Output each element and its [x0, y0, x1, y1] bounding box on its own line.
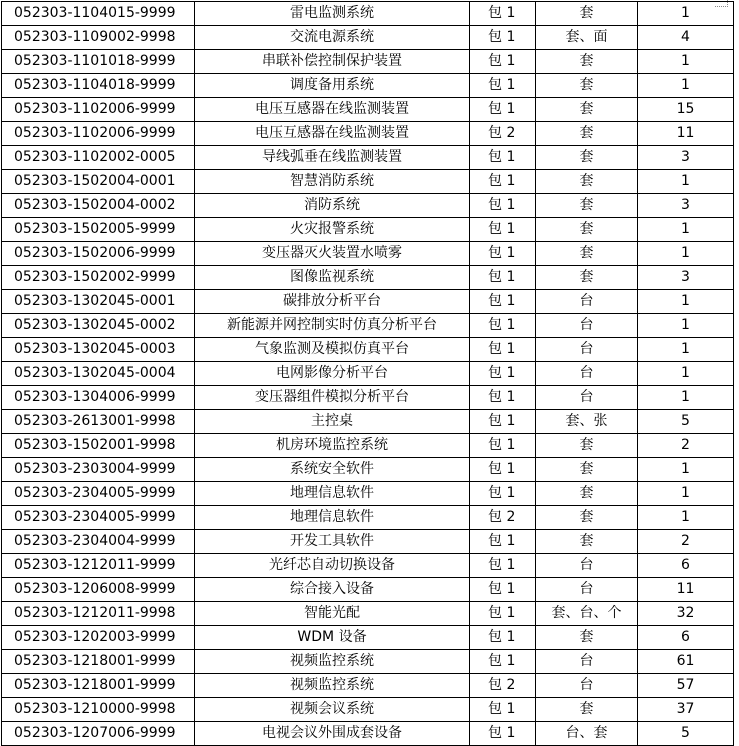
material-code-cell: 052303-1218001-9999	[2, 674, 195, 698]
table-row	[2, 338, 734, 362]
item-name-cell: 视频会议系统	[195, 698, 470, 722]
item-name-cell: 电视会议外围成套设备	[195, 722, 470, 746]
quantity-cell: 1	[638, 314, 734, 338]
table-row	[2, 290, 734, 314]
unit-cell: 套	[536, 266, 638, 290]
table-row	[2, 698, 734, 722]
package-cell: 包 1	[470, 386, 536, 410]
unit-cell: 套	[536, 458, 638, 482]
package-cell: 包 1	[470, 602, 536, 626]
quantity-cell: 1	[638, 2, 734, 26]
quantity-cell: 1	[638, 170, 734, 194]
table-row	[2, 650, 734, 674]
unit-cell: 套	[536, 626, 638, 650]
unit-cell: 台	[536, 554, 638, 578]
quantity-cell: 11	[638, 578, 734, 602]
unit-cell: 套	[536, 2, 638, 26]
quantity-cell: 1	[638, 290, 734, 314]
package-cell: 包 2	[470, 122, 536, 146]
table-row	[2, 266, 734, 290]
table-row	[2, 74, 734, 98]
quantity-cell: 3	[638, 266, 734, 290]
item-name-cell: 图像监视系统	[195, 266, 470, 290]
table-row	[2, 146, 734, 170]
package-cell: 包 1	[470, 242, 536, 266]
package-cell: 包 1	[470, 578, 536, 602]
unit-cell: 套	[536, 482, 638, 506]
quantity-cell: 37	[638, 698, 734, 722]
quantity-cell: 32	[638, 602, 734, 626]
unit-cell: 台	[536, 674, 638, 698]
table-row	[2, 578, 734, 602]
table-row	[2, 242, 734, 266]
quantity-cell: 11	[638, 122, 734, 146]
item-name-cell: 电网影像分析平台	[195, 362, 470, 386]
quantity-cell: 57	[638, 674, 734, 698]
quantity-cell: 2	[638, 530, 734, 554]
table-row	[2, 2, 734, 26]
unit-cell: 台	[536, 386, 638, 410]
unit-cell: 套、张	[536, 410, 638, 434]
quantity-cell: 3	[638, 194, 734, 218]
quantity-cell: 1	[638, 218, 734, 242]
package-cell: 包 1	[470, 434, 536, 458]
item-name-cell: 雷电监测系统	[195, 2, 470, 26]
item-name-cell: WDM 设备	[195, 626, 470, 650]
material-code-cell: 052303-1101018-9999	[2, 50, 195, 74]
table-body	[2, 2, 734, 746]
material-code-cell: 052303-2613001-9998	[2, 410, 195, 434]
quantity-cell: 1	[638, 482, 734, 506]
package-cell: 包 1	[470, 482, 536, 506]
table-row	[2, 194, 734, 218]
material-code-cell: 052303-1304006-9999	[2, 386, 195, 410]
item-name-cell: 电压互感器在线监测装置	[195, 98, 470, 122]
package-cell: 包 1	[470, 722, 536, 746]
package-cell: 包 1	[470, 698, 536, 722]
material-code-cell: 052303-1102006-9999	[2, 122, 195, 146]
material-code-cell: 052303-1109002-9998	[2, 26, 195, 50]
material-code-cell: 052303-1502005-9999	[2, 218, 195, 242]
unit-cell: 台	[536, 314, 638, 338]
item-name-cell: 开发工具软件	[195, 530, 470, 554]
item-name-cell: 视频监控系统	[195, 674, 470, 698]
item-name-cell: 电压互感器在线监测装置	[195, 122, 470, 146]
quantity-cell: 1	[638, 338, 734, 362]
material-code-cell: 052303-1302045-0001	[2, 290, 195, 314]
unit-cell: 套	[536, 122, 638, 146]
quantity-cell: 15	[638, 98, 734, 122]
package-cell: 包 2	[470, 506, 536, 530]
package-cell: 包 1	[470, 338, 536, 362]
item-name-cell: 调度备用系统	[195, 74, 470, 98]
unit-cell: 套	[536, 74, 638, 98]
unit-cell: 台、套	[536, 722, 638, 746]
item-name-cell: 串联补偿控制保护装置	[195, 50, 470, 74]
item-name-cell: 综合接入设备	[195, 578, 470, 602]
quantity-cell: 2	[638, 434, 734, 458]
quantity-cell: 1	[638, 50, 734, 74]
material-code-cell: 052303-1502004-0002	[2, 194, 195, 218]
quantity-cell: 1	[638, 506, 734, 530]
quantity-cell: 1	[638, 362, 734, 386]
package-cell: 包 1	[470, 98, 536, 122]
package-cell: 包 1	[470, 194, 536, 218]
item-name-cell: 地理信息软件	[195, 506, 470, 530]
item-name-cell: 火灾报警系统	[195, 218, 470, 242]
package-cell: 包 1	[470, 530, 536, 554]
unit-cell: 套、面	[536, 26, 638, 50]
quantity-cell: 1	[638, 386, 734, 410]
table-row	[2, 626, 734, 650]
quantity-cell: 1	[638, 458, 734, 482]
table-row	[2, 170, 734, 194]
package-cell: 包 1	[470, 218, 536, 242]
material-code-cell: 052303-2304004-9999	[2, 530, 195, 554]
material-code-cell: 052303-2303004-9999	[2, 458, 195, 482]
material-code-cell: 052303-1502006-9999	[2, 242, 195, 266]
material-code-cell: 052303-1502004-0001	[2, 170, 195, 194]
item-name-cell: 机房环境监控系统	[195, 434, 470, 458]
material-code-cell: 052303-1502001-9998	[2, 434, 195, 458]
table-row	[2, 410, 734, 434]
material-code-cell: 052303-1207006-9999	[2, 722, 195, 746]
quantity-cell: 5	[638, 722, 734, 746]
unit-cell: 套、台、个	[536, 602, 638, 626]
table-row	[2, 482, 734, 506]
table-row	[2, 314, 734, 338]
package-cell: 包 1	[470, 650, 536, 674]
unit-cell: 台	[536, 290, 638, 314]
quantity-cell: 1	[638, 242, 734, 266]
material-code-cell: 052303-1102006-9999	[2, 98, 195, 122]
material-code-cell: 052303-1218001-9999	[2, 650, 195, 674]
table-row	[2, 506, 734, 530]
unit-cell: 台	[536, 650, 638, 674]
package-cell: 包 2	[470, 674, 536, 698]
package-cell: 包 1	[470, 410, 536, 434]
unit-cell: 台	[536, 578, 638, 602]
package-cell: 包 1	[470, 2, 536, 26]
unit-cell: 套	[536, 98, 638, 122]
item-name-cell: 导线弧垂在线监测装置	[195, 146, 470, 170]
item-name-cell: 地理信息软件	[195, 482, 470, 506]
item-name-cell: 光纤芯自动切换设备	[195, 554, 470, 578]
material-code-cell: 052303-2304005-9999	[2, 482, 195, 506]
table-row	[2, 458, 734, 482]
quantity-cell: 61	[638, 650, 734, 674]
unit-cell: 套	[536, 146, 638, 170]
package-cell: 包 1	[470, 146, 536, 170]
package-cell: 包 1	[470, 266, 536, 290]
material-code-cell: 052303-1202003-9999	[2, 626, 195, 650]
material-code-cell: 052303-1206008-9999	[2, 578, 195, 602]
item-name-cell: 变压器灭火装置水喷雾	[195, 242, 470, 266]
package-cell: 包 1	[470, 626, 536, 650]
unit-cell: 套	[536, 506, 638, 530]
quantity-cell: 6	[638, 554, 734, 578]
material-code-cell: 052303-1302045-0004	[2, 362, 195, 386]
package-cell: 包 1	[470, 458, 536, 482]
material-code-cell: 052303-1102002-0005	[2, 146, 195, 170]
unit-cell: 套	[536, 218, 638, 242]
material-code-cell: 052303-1212011-9998	[2, 602, 195, 626]
quantity-cell: 3	[638, 146, 734, 170]
table-row	[2, 386, 734, 410]
material-code-cell: 052303-1104015-9999	[2, 2, 195, 26]
item-name-cell: 气象监测及模拟仿真平台	[195, 338, 470, 362]
table-row	[2, 362, 734, 386]
item-name-cell: 智慧消防系统	[195, 170, 470, 194]
item-name-cell: 主控桌	[195, 410, 470, 434]
material-code-cell: 052303-2304005-9999	[2, 506, 195, 530]
package-cell: 包 1	[470, 554, 536, 578]
table-row	[2, 602, 734, 626]
package-cell: 包 1	[470, 170, 536, 194]
unit-cell: 套	[536, 698, 638, 722]
equipment-table	[1, 1, 734, 746]
package-cell: 包 1	[470, 50, 536, 74]
material-code-cell: 052303-1210000-9998	[2, 698, 195, 722]
material-code-cell: 052303-1212011-9999	[2, 554, 195, 578]
unit-cell: 套	[536, 170, 638, 194]
material-code-cell: 052303-1104018-9999	[2, 74, 195, 98]
material-code-cell: 052303-1302045-0003	[2, 338, 195, 362]
package-cell: 包 1	[470, 74, 536, 98]
item-name-cell: 系统安全软件	[195, 458, 470, 482]
unit-cell: 套	[536, 50, 638, 74]
table-row	[2, 218, 734, 242]
table-row	[2, 434, 734, 458]
package-cell: 包 1	[470, 362, 536, 386]
item-name-cell: 智能光配	[195, 602, 470, 626]
table-row	[2, 674, 734, 698]
table-row	[2, 554, 734, 578]
quantity-cell: 6	[638, 626, 734, 650]
item-name-cell: 消防系统	[195, 194, 470, 218]
table-row	[2, 26, 734, 50]
table-row	[2, 530, 734, 554]
material-code-cell: 052303-1502002-9999	[2, 266, 195, 290]
table-row	[2, 98, 734, 122]
unit-cell: 套	[536, 242, 638, 266]
unit-cell: 台	[536, 338, 638, 362]
table-row	[2, 122, 734, 146]
quantity-cell: 5	[638, 410, 734, 434]
unit-cell: 套	[536, 434, 638, 458]
item-name-cell: 新能源并网控制实时仿真分析平台	[195, 314, 470, 338]
unit-cell: 套	[536, 194, 638, 218]
material-code-cell: 052303-1302045-0002	[2, 314, 195, 338]
table-row	[2, 50, 734, 74]
item-name-cell: 碳排放分析平台	[195, 290, 470, 314]
item-name-cell: 视频监控系统	[195, 650, 470, 674]
package-cell: 包 1	[470, 290, 536, 314]
quantity-cell: 1	[638, 74, 734, 98]
item-name-cell: 变压器组件模拟分析平台	[195, 386, 470, 410]
package-cell: 包 1	[470, 26, 536, 50]
quantity-cell: 4	[638, 26, 734, 50]
unit-cell: 套	[536, 530, 638, 554]
item-name-cell: 交流电源系统	[195, 26, 470, 50]
package-cell: 包 1	[470, 314, 536, 338]
unit-cell: 台	[536, 362, 638, 386]
table-row	[2, 722, 734, 746]
